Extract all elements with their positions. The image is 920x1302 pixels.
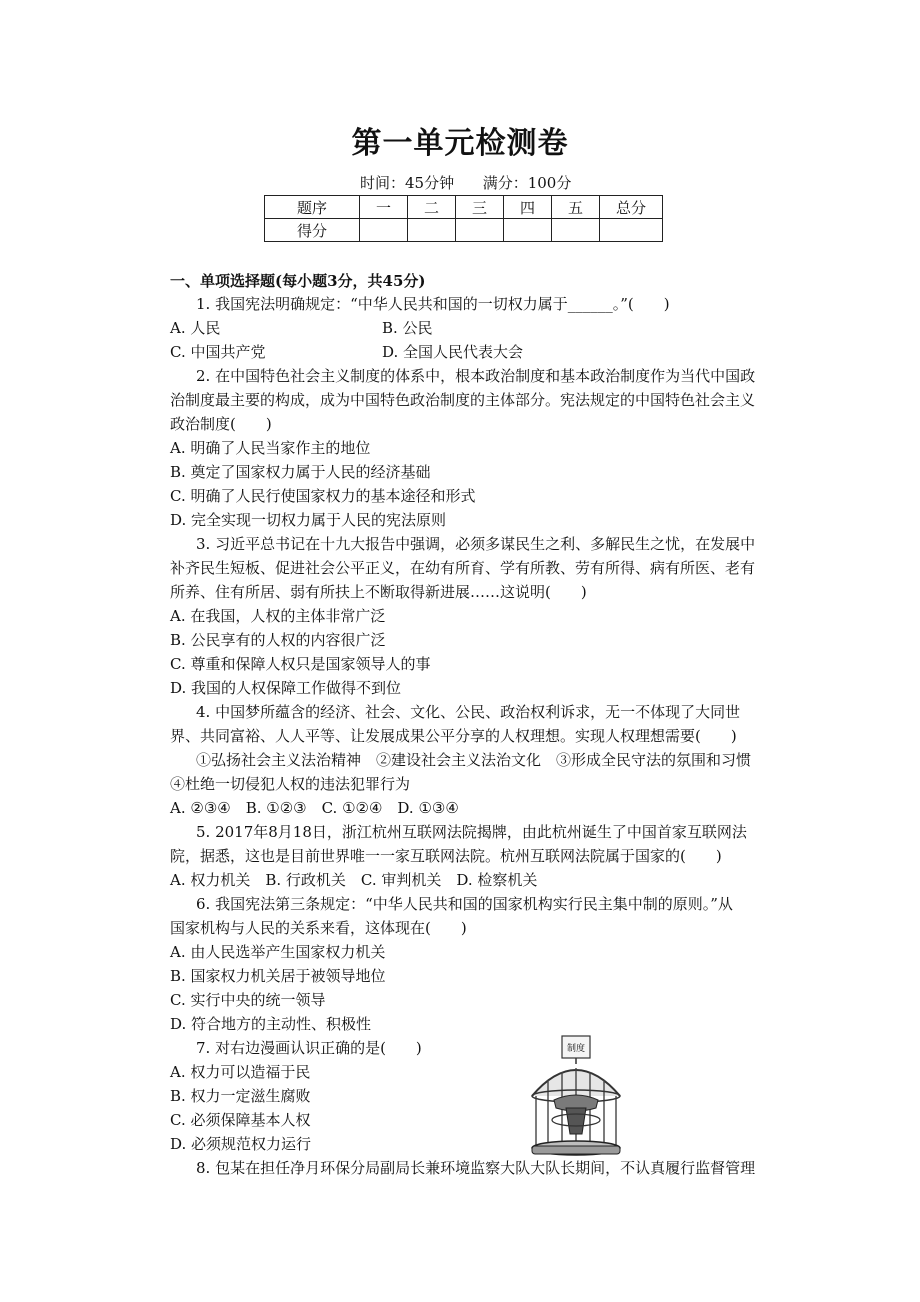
question-stem: 院，据悉，这也是目前世界唯一一家互联网法院。杭州互联网法院属于国家的( ) xyxy=(170,847,722,865)
score-header-cell: 四 xyxy=(504,196,552,219)
score-header-cell: 一 xyxy=(360,196,408,219)
cage-cartoon-illustration xyxy=(522,1034,630,1158)
option: D. 全国人民代表大会 xyxy=(382,343,524,361)
question-stem: 1. 我国宪法明确规定：“中华人民共和国的一切权力属于______。”( ) xyxy=(196,295,670,313)
option: A. ②③④ B. ①②③ C. ①②④ D. ①③④ xyxy=(170,799,459,817)
score-cell xyxy=(456,219,504,242)
question-stem: 治制度最主要的构成，成为中国特色政治制度的主体部分。宪法规定的中国特色社会主义 xyxy=(170,391,756,409)
score-cell xyxy=(600,219,663,242)
option: A. 权力可以造福于民 xyxy=(170,1063,311,1081)
option: D. 完全实现一切权力属于人民的宪法原则 xyxy=(170,511,447,529)
score-header-cell: 二 xyxy=(408,196,456,219)
score-header-cell: 总分 xyxy=(600,196,663,219)
option: D. 符合地方的主动性、积极性 xyxy=(170,1015,372,1033)
score-header-cell: 五 xyxy=(552,196,600,219)
option: A. 在我国，人权的主体非常广泛 xyxy=(170,607,386,625)
option: B. 公民 xyxy=(382,319,433,337)
question-stem: 6. 我国宪法第三条规定：“中华人民共和国的国家机构实行民主集中制的原则。”从 xyxy=(196,895,733,913)
option: B. 奠定了国家权力属于人民的经济基础 xyxy=(170,463,431,481)
option: C. 必须保障基本人权 xyxy=(170,1111,311,1129)
option: A. 权力机关 B. 行政机关 C. 审判机关 D. 检察机关 xyxy=(170,871,538,889)
option: C. 尊重和保障人权只是国家领导人的事 xyxy=(170,655,431,673)
option: B. 公民享有的人权的内容很广泛 xyxy=(170,631,386,649)
score-table xyxy=(264,195,663,242)
score-cell xyxy=(504,219,552,242)
option: A. 由人民选举产生国家权力机关 xyxy=(170,943,386,961)
option: C. 明确了人民行使国家权力的基本途径和形式 xyxy=(170,487,476,505)
option: A. 人民 xyxy=(170,319,221,337)
question-stem: 政治制度( ) xyxy=(170,415,272,433)
option: B. 国家权力机关居于被领导地位 xyxy=(170,967,386,985)
question-stem: 5. 2017年8月18日，浙江杭州互联网法院揭牌，由此杭州诞生了中国首家互联网法 xyxy=(196,823,747,841)
question-stem: 界、共同富裕、人人平等、让发展成果公平分享的人权理想。实现人权理想需要( ) xyxy=(170,727,737,745)
question-stem: 所养、住有所居、弱有所扶上不断取得新进展……这说明( ) xyxy=(170,583,587,601)
option: C. 实行中央的统一领导 xyxy=(170,991,326,1009)
score-row-label: 得分 xyxy=(265,219,360,242)
question-stem: ④杜绝一切侵犯人权的违法犯罪行为 xyxy=(170,775,411,793)
question-stem: 3. 习近平总书记在十九大报告中强调，必须多谋民生之利、多解民生之忧，在发展中 xyxy=(196,535,756,553)
option: D. 必须规范权力运行 xyxy=(170,1135,312,1153)
option: C. 中国共产党 xyxy=(170,343,266,361)
question-stem: 2. 在中国特色社会主义制度的体系中，根本政治制度和基本政治制度作为当代中国政 xyxy=(196,367,756,385)
question-stem: 补齐民生短板、促进社会公平正义，在幼有所育、学有所教、劳有所得、病有所医、老有 xyxy=(170,559,756,577)
question-stem: 国家机构与人民的关系来看，这体现在( ) xyxy=(170,919,467,937)
score-table-row xyxy=(265,219,663,242)
score-header-cell: 题序 xyxy=(265,196,360,219)
option: D. 我国的人权保障工作做得不到位 xyxy=(170,679,402,697)
cartoon-tag-label: 制度 xyxy=(566,1044,586,1054)
option: B. 权力一定滋生腐败 xyxy=(170,1087,311,1105)
option: A. 明确了人民当家作主的地位 xyxy=(170,439,371,457)
exam-title: 第一单元检测卷 xyxy=(351,126,569,161)
section-heading: 一、单项选择题(每小题3分，共45分) xyxy=(170,272,426,290)
question-stem: 8. 包某在担任净月环保分局副局长兼环境监察大队大队长期间，不认真履行监督管理 xyxy=(196,1159,756,1177)
question-stem: ①弘扬社会主义法治精神 ②建设社会主义法治文化 ③形成全民守法的氛围和习惯 xyxy=(196,751,752,769)
score-table-header-row xyxy=(265,196,663,219)
question-stem: 4. 中国梦所蕴含的经济、社会、文化、公民、政治权利诉求，无一不体现了大同世 xyxy=(196,703,741,721)
score-cell xyxy=(408,219,456,242)
score-cell xyxy=(360,219,408,242)
question-stem: 7. 对右边漫画认识正确的是( ) xyxy=(196,1039,422,1057)
score-header-cell: 三 xyxy=(456,196,504,219)
score-cell xyxy=(552,219,600,242)
exam-meta: 时间：45分钟 满分：100分 xyxy=(360,174,572,192)
